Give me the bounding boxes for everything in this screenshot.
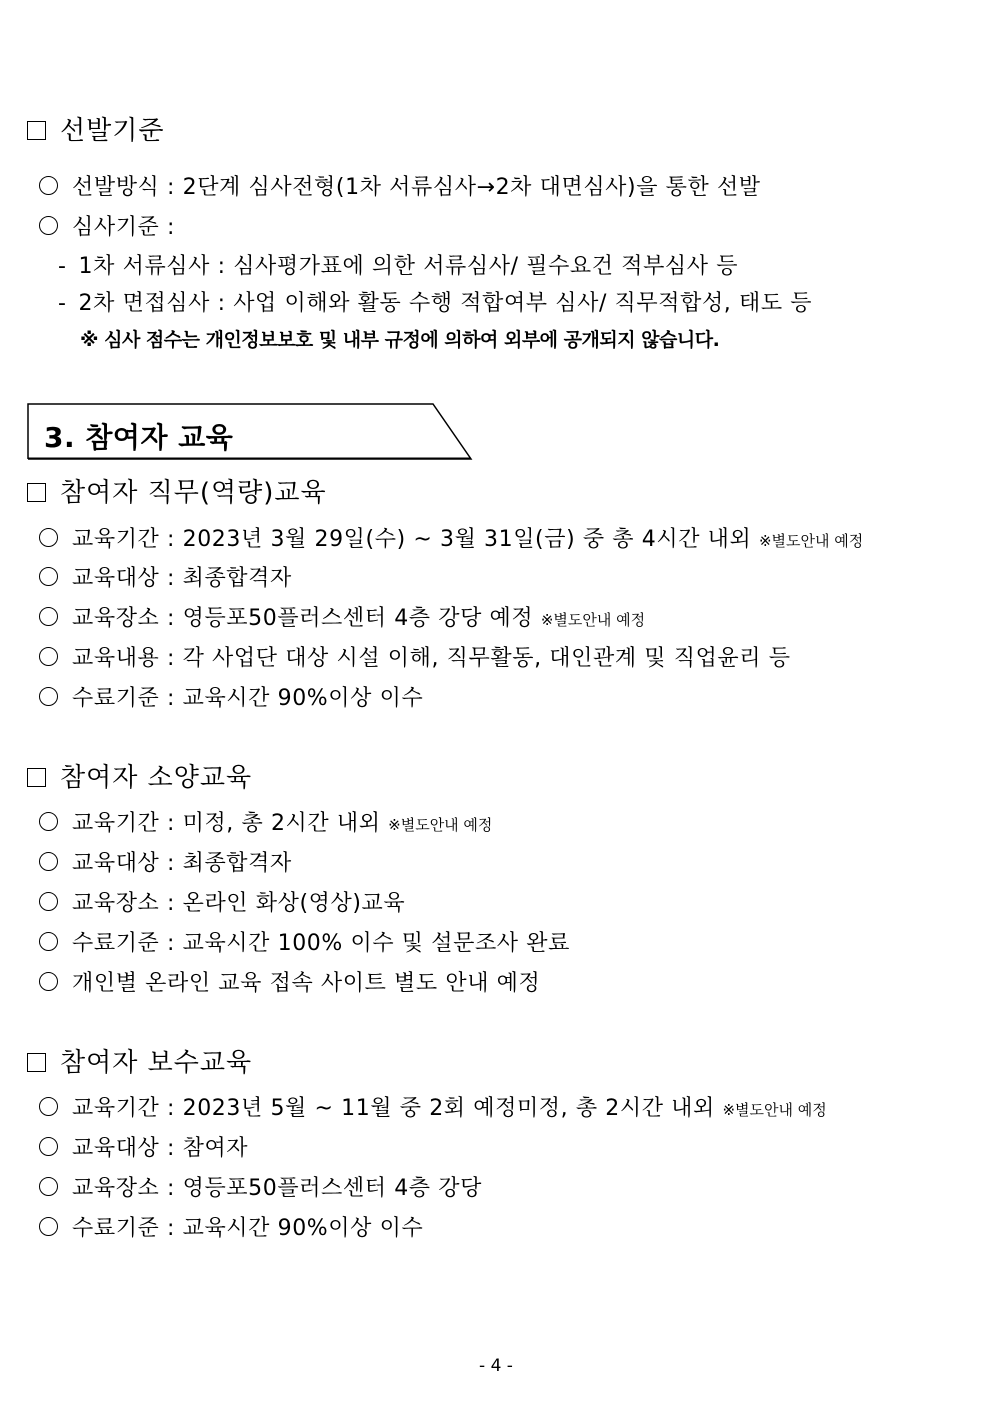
refresh-edu-item: 교육장소 : 영등포50플러스센터 4층 강당 bbox=[39, 1177, 482, 1200]
circle-bullet-icon bbox=[39, 687, 58, 706]
refresh-edu-item: 수료기준 : 교육시간 90%이상 이수 bbox=[39, 1217, 423, 1240]
job-edu-item: 교육대상 : 최종합격자 bbox=[39, 567, 292, 590]
section-title: 3. 참여자 교육 bbox=[44, 421, 234, 454]
square-bullet-icon bbox=[27, 121, 46, 140]
circle-bullet-icon bbox=[39, 607, 58, 626]
circle-bullet-icon bbox=[39, 892, 58, 911]
job-edu-heading: 참여자 직무(역량)교육 bbox=[27, 480, 327, 506]
circle-bullet-icon bbox=[39, 812, 58, 831]
job-edu-item-note: ※별도안내 예정 bbox=[540, 611, 646, 629]
circle-bullet-icon bbox=[39, 1217, 58, 1236]
selection-heading: 선발기준 bbox=[27, 118, 164, 144]
culture-edu-item: 교육대상 : 최종합격자 bbox=[39, 852, 292, 875]
culture-edu-item: 개인별 온라인 교육 접속 사이트 별도 안내 예정 bbox=[39, 972, 540, 995]
selection-note: ※ 심사 점수는 개인정보보호 및 내부 규정에 의하여 외부에 공개되지 않습니다. bbox=[80, 329, 720, 351]
dash-bullet-icon: - bbox=[58, 291, 67, 316]
circle-bullet-icon bbox=[39, 647, 58, 666]
square-bullet-icon bbox=[27, 1053, 46, 1072]
job-edu-item-note: ※별도안내 예정 bbox=[758, 532, 864, 550]
circle-bullet-icon bbox=[39, 932, 58, 951]
circle-bullet-icon bbox=[39, 176, 58, 195]
page-number: - 4 - bbox=[479, 1356, 513, 1376]
culture-edu-heading: 참여자 소양교육 bbox=[27, 765, 252, 791]
culture-edu-item: 교육기간 : 미정, 총 2시간 내외 ※별도안내 예정 bbox=[39, 812, 492, 835]
square-bullet-icon bbox=[27, 483, 46, 502]
refresh-edu-item: 교육기간 : 2023년 5월 ~ 11월 중 2회 예정미정, 총 2시간 내외 ※별도안내 예정 bbox=[39, 1097, 827, 1120]
refresh-edu-item-note: ※별도안내 예정 bbox=[722, 1101, 827, 1119]
selection-criteria: 심사기준 : bbox=[39, 216, 175, 239]
circle-bullet-icon bbox=[39, 972, 58, 991]
job-edu-item: 교육기간 : 2023년 3월 29일(수) ~ 3월 31일(금) 중 총 4시간 내외 ※별도안내 예정 bbox=[39, 528, 863, 551]
square-bullet-icon bbox=[27, 768, 46, 787]
circle-bullet-icon bbox=[39, 567, 58, 586]
selection-subitem-2: - 2차 면접심사 : 사업 이해와 활동 수행 적합여부 심사/ 직무적합성, 태도 등 bbox=[58, 291, 813, 316]
circle-bullet-icon bbox=[39, 528, 58, 547]
circle-bullet-icon bbox=[39, 1137, 58, 1156]
culture-edu-item: 수료기준 : 교육시간 100% 이수 및 설문조사 완료 bbox=[39, 932, 570, 955]
circle-bullet-icon bbox=[39, 1177, 58, 1196]
refresh-edu-heading: 참여자 보수교육 bbox=[27, 1050, 252, 1076]
selection-subitem-1: - 1차 서류심사 : 심사평가표에 의한 서류심사/ 필수요건 적부심사 등 bbox=[58, 254, 739, 279]
circle-bullet-icon bbox=[39, 216, 58, 235]
refresh-edu-item: 교육대상 : 참여자 bbox=[39, 1137, 248, 1160]
circle-bullet-icon bbox=[39, 1097, 58, 1116]
job-edu-item: 교육장소 : 영등포50플러스센터 4층 강당 예정 ※별도안내 예정 bbox=[39, 607, 645, 630]
section-title-box bbox=[27, 403, 473, 460]
culture-edu-item: 교육장소 : 온라인 화상(영상)교육 bbox=[39, 892, 405, 915]
job-edu-item: 교육내용 : 각 사업단 대상 시설 이해, 직무활동, 대인관계 및 직업윤리 등 bbox=[39, 647, 791, 670]
circle-bullet-icon bbox=[39, 852, 58, 871]
job-edu-item: 수료기준 : 교육시간 90%이상 이수 bbox=[39, 687, 423, 710]
selection-method: 선발방식 : 2단계 심사전형(1차 서류심사→2차 대면심사)을 통한 선발 bbox=[39, 176, 761, 199]
dash-bullet-icon: - bbox=[58, 254, 67, 279]
culture-edu-item-note: ※별도안내 예정 bbox=[388, 816, 493, 834]
